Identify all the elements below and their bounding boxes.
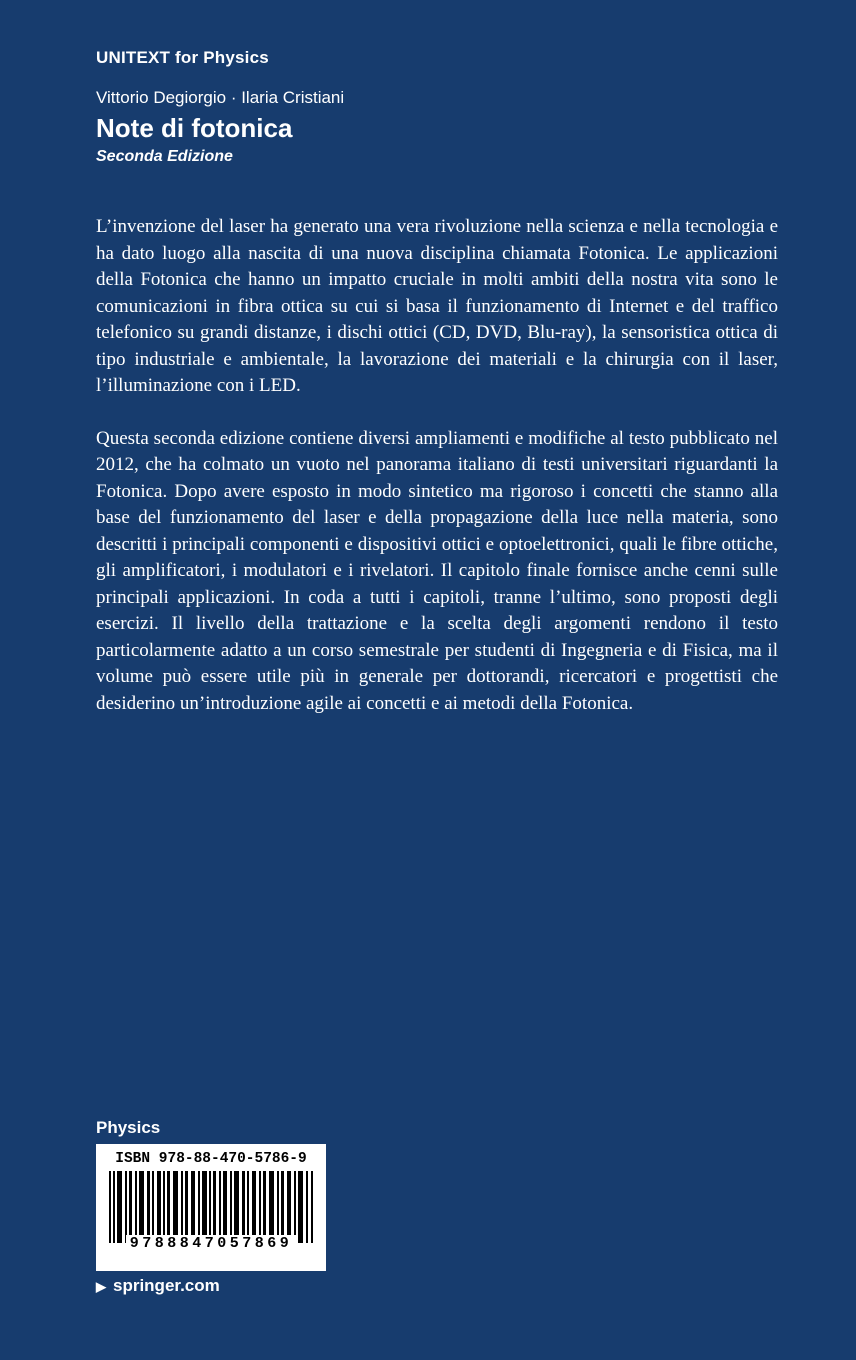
isbn-label: ISBN 978-88-470-5786-9 — [115, 1151, 307, 1167]
authors: Vittorio Degiorgio · Ilaria Cristiani — [96, 88, 345, 107]
blurb-paragraph: Questa seconda edizione contiene diversi ampliamenti e modifiche al testo pubblicato nel 2012, che ha colmato un vuoto nel panorama italiano di testi universitari riguardanti la Fotonica. Dopo avere esposto in modo sintetico ma rigoroso i concetti che stanno alla base del funzionamento del laser e della propagazione della luce nella materia, sono descritti i principali componenti e dispositivi ottici e optoelettronici, quali le fibre ottiche, gli amplificatori, i modulatori e i rivelatori. Il capitolo finale fornisce anche cenni sulle principali applicazioni. In coda a tutti i capitoli, tranne l’ultimo, sono proposti degli esercizi. Il livello della trattazione e la scelta degli argomenti rendono il testo particolarmente adatto a un corso semestrale per studenti di Ingegneria e di Fisica, ma il volume può essere utile più in generale per dottorandi, ricercatori e progettisti che desiderino un’introduzione agile ai concetti e ai metodi della Fotonica. — [96, 427, 778, 714]
series-title: UNITEXT for Physics — [96, 48, 269, 67]
barcode-digits: 9788847057869 — [126, 1235, 297, 1252]
book-title: Note di fotonica — [96, 113, 293, 143]
springer-arrow-icon: ▶ — [96, 1278, 106, 1294]
publisher-label: springer.com — [113, 1276, 220, 1295]
edition-label: Seconda Edizione — [96, 148, 233, 165]
barcode-icon — [109, 1171, 313, 1243]
barcode-panel — [96, 1144, 326, 1271]
back-cover-blurb — [96, 214, 778, 743]
publisher-link — [96, 1276, 220, 1296]
category-label: Physics — [96, 1118, 161, 1137]
blurb-paragraph: L’invenzione del laser ha generato una vera rivoluzione nella scienza e nella tecnologia e ha dato luogo alla nascita di una nuova disciplina chiamata Fotonica. Le applicazioni della Fotonica che hanno un impatto cruciale in molti ambiti della nostra vita sono le comunicazioni in fibra ottica su cui si basa il funzionamento di Internet e del traffico telefonico su grandi distanze, i dischi ottici (CD, DVD, Blu-ray), la sensoristica ottica di tipo industriale e ambientale, la lavorazione dei materiali e la chirurgia con il laser, l’illuminazione con i LED. — [96, 216, 778, 396]
